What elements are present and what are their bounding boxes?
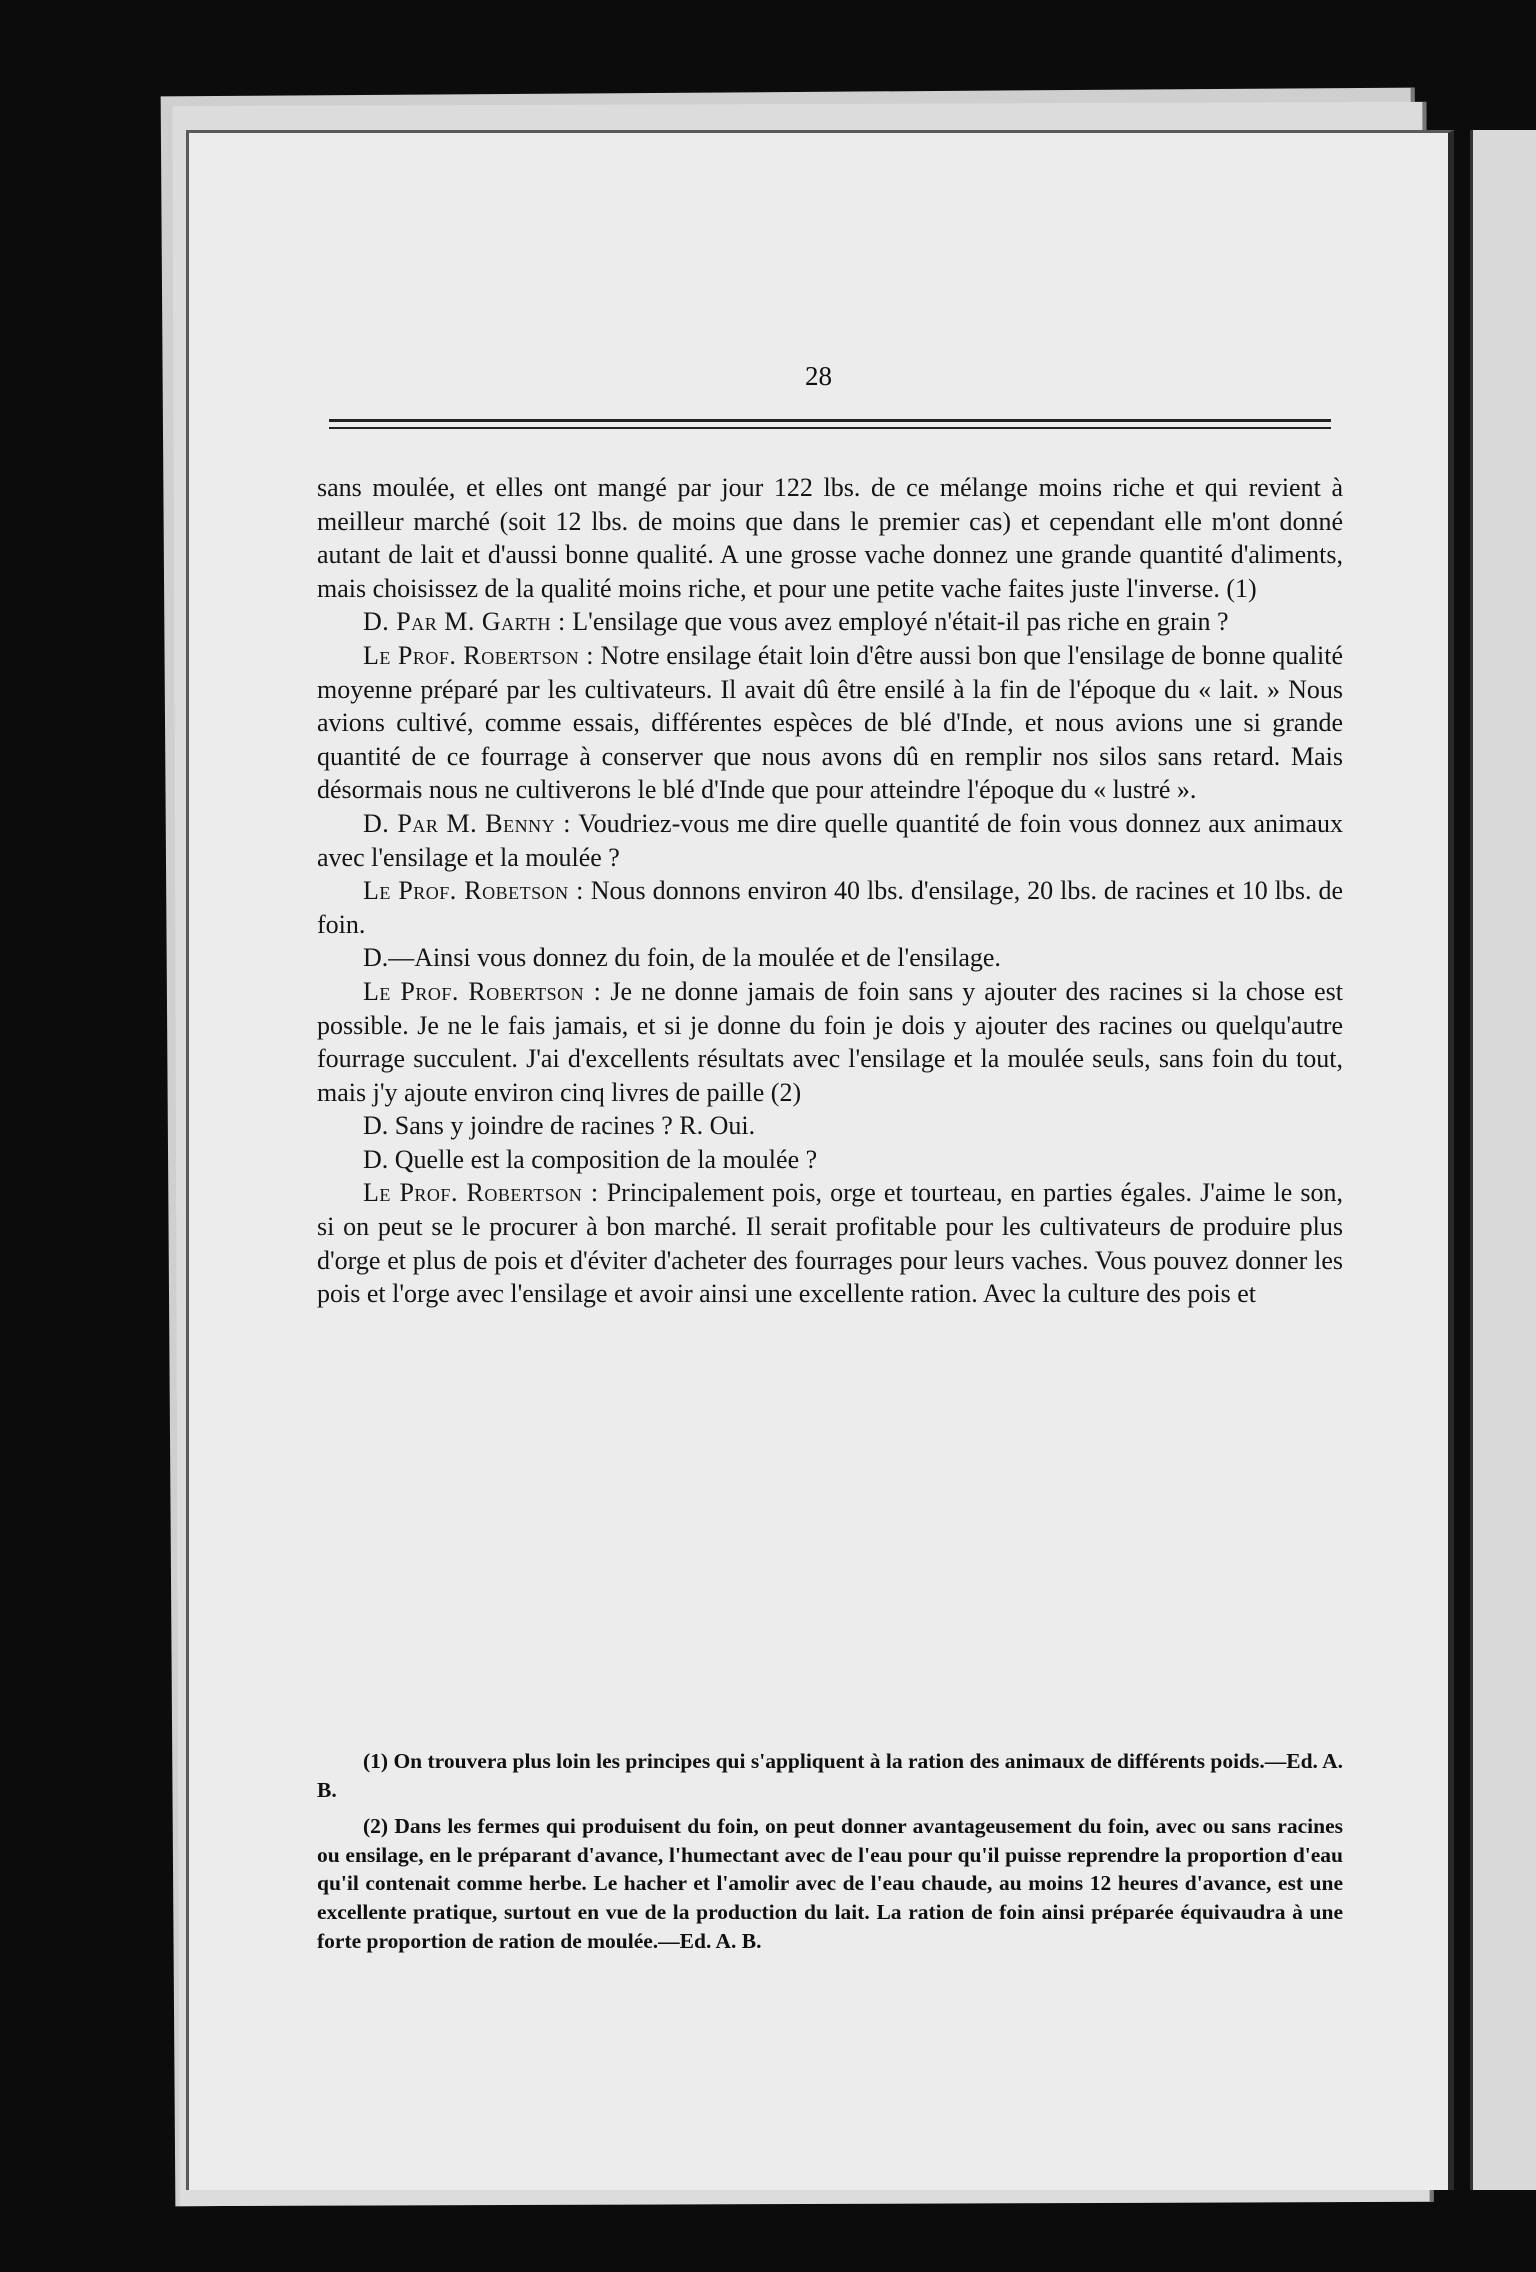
speaker-label: D. Par M. Benny :: [363, 808, 572, 838]
speaker-label: Le Prof. Robertson :: [363, 640, 594, 670]
scanned-page: [186, 130, 1454, 2190]
header-rule: [329, 419, 1331, 422]
paragraph-3: Le Prof. Robertson : Notre ensilage était loin d'être aussi bon que l'ensilage de bonne qualité moyenne préparé par les cultivateurs. Il avait dû être ensilé à la fin de l'époque du « lait. » Nous avions cultivé, comme essais, différentes espèces de blé d'Inde, et nous avions une si grande quantité de ce fourrage à conserver que nous avons dû en remplir nos silos sans retard. Mais désormais nous ne cultiverons le blé d'Inde que pour atteindre l'époque du « lustré ».: [317, 640, 1343, 805]
speaker-label: D. Par M. Garth :: [363, 607, 566, 637]
paragraph-6: D.—Ainsi vous donnez du foin, de la moulée et de l'ensilage.: [363, 943, 1001, 973]
adjacent-page-edge: [1470, 130, 1536, 2190]
paragraph-8: D. Sans y joindre de racines ? R. Oui.: [363, 1111, 756, 1141]
header-rule-thin: [329, 427, 1331, 429]
paragraph-4: D. Par M. Benny : Voudriez-vous me dire quelle quantité de foin vous donnez aux animaux avec l'ensilage et la moulée ?: [317, 808, 1343, 872]
paragraph-9: D. Quelle est la composition de la moulée ?: [363, 1144, 818, 1174]
footnote-1: (1) On trouvera plus loin les principes qui s'appliquent à la ration des animaux de différents poids.—Ed. A. B.: [317, 1749, 1344, 1802]
body-text: [317, 471, 1343, 1311]
footnotes: [317, 1747, 1343, 1963]
paragraph-1: sans moulée, et elles ont mangé par jour 122 lbs. de ce mélange moins riche et qui revient à meilleur marché (soit 12 lbs. de moins que dans le premier cas) et cependant elle m'ont donné autant de lait et d'aussi bonne qualité. A une grosse vache donnez une grande quantité d'aliments, mais choisissez de la qualité moins riche, et pour une petite vache faites juste l'inverse. (1): [317, 473, 1343, 603]
paragraph-2: D. Par M. Garth : L'ensilage que vous avez employé n'était-il pas riche en grain ?: [363, 607, 1229, 637]
footnote-2: (2) Dans les fermes qui produisent du foin, on peut donner avantageusement du foin, avec ou sans racines ou ensilage, en le préparant d'avance, l'humectant avec de l'eau pour qu'il puisse reprendre la proportion d'eau qu'il contenait comme herbe. Le hacher et l'amolir avec de l'eau chaude, au moins 12 heures d'avance, est une excellente pratique, surtout en vue de la production du lait. La ration de foin ainsi préparée équivaudra à une forte proportion de ration de moulée.—Ed. A. B.: [317, 1814, 1343, 1953]
paragraph-7: Le Prof. Robertson : Je ne donne jamais de foin sans y ajouter des racines si la chose est possible. Je ne le fais jamais, et si je donne du foin je dois y ajouter des racines ou quelqu'autre fourrage succulent. J'ai d'excellents résultats avec l'ensilage et la moulée seuls, sans foin du tout, mais j'y ajoute environ cinq livres de paille (2): [317, 976, 1343, 1107]
speaker-label: Le Prof. Robetson :: [363, 876, 584, 906]
page-number: 28: [805, 361, 832, 391]
speaker-label: Le Prof. Robertson :: [363, 1178, 599, 1208]
paragraph-10: Le Prof. Robertson : Principalement pois, orge et tourteau, en parties égales. J'aime le son, si on peut se le procurer à bon marché. Il serait profitable pour les cultivateurs de produire plus d'orge et plus de pois et d'éviter d'acheter des fourrages pour leurs vaches. Vous pouvez donner les pois et l'orge avec l'ensilage et avoir ainsi une excellente ration. Avec la culture des pois et: [317, 1178, 1343, 1309]
paragraph-5: Le Prof. Robetson : Nous donnons environ 40 lbs. d'ensilage, 20 lbs. de racines et 10 lbs. de foin.: [317, 876, 1343, 939]
speaker-label: Le Prof. Robertson :: [363, 976, 602, 1006]
